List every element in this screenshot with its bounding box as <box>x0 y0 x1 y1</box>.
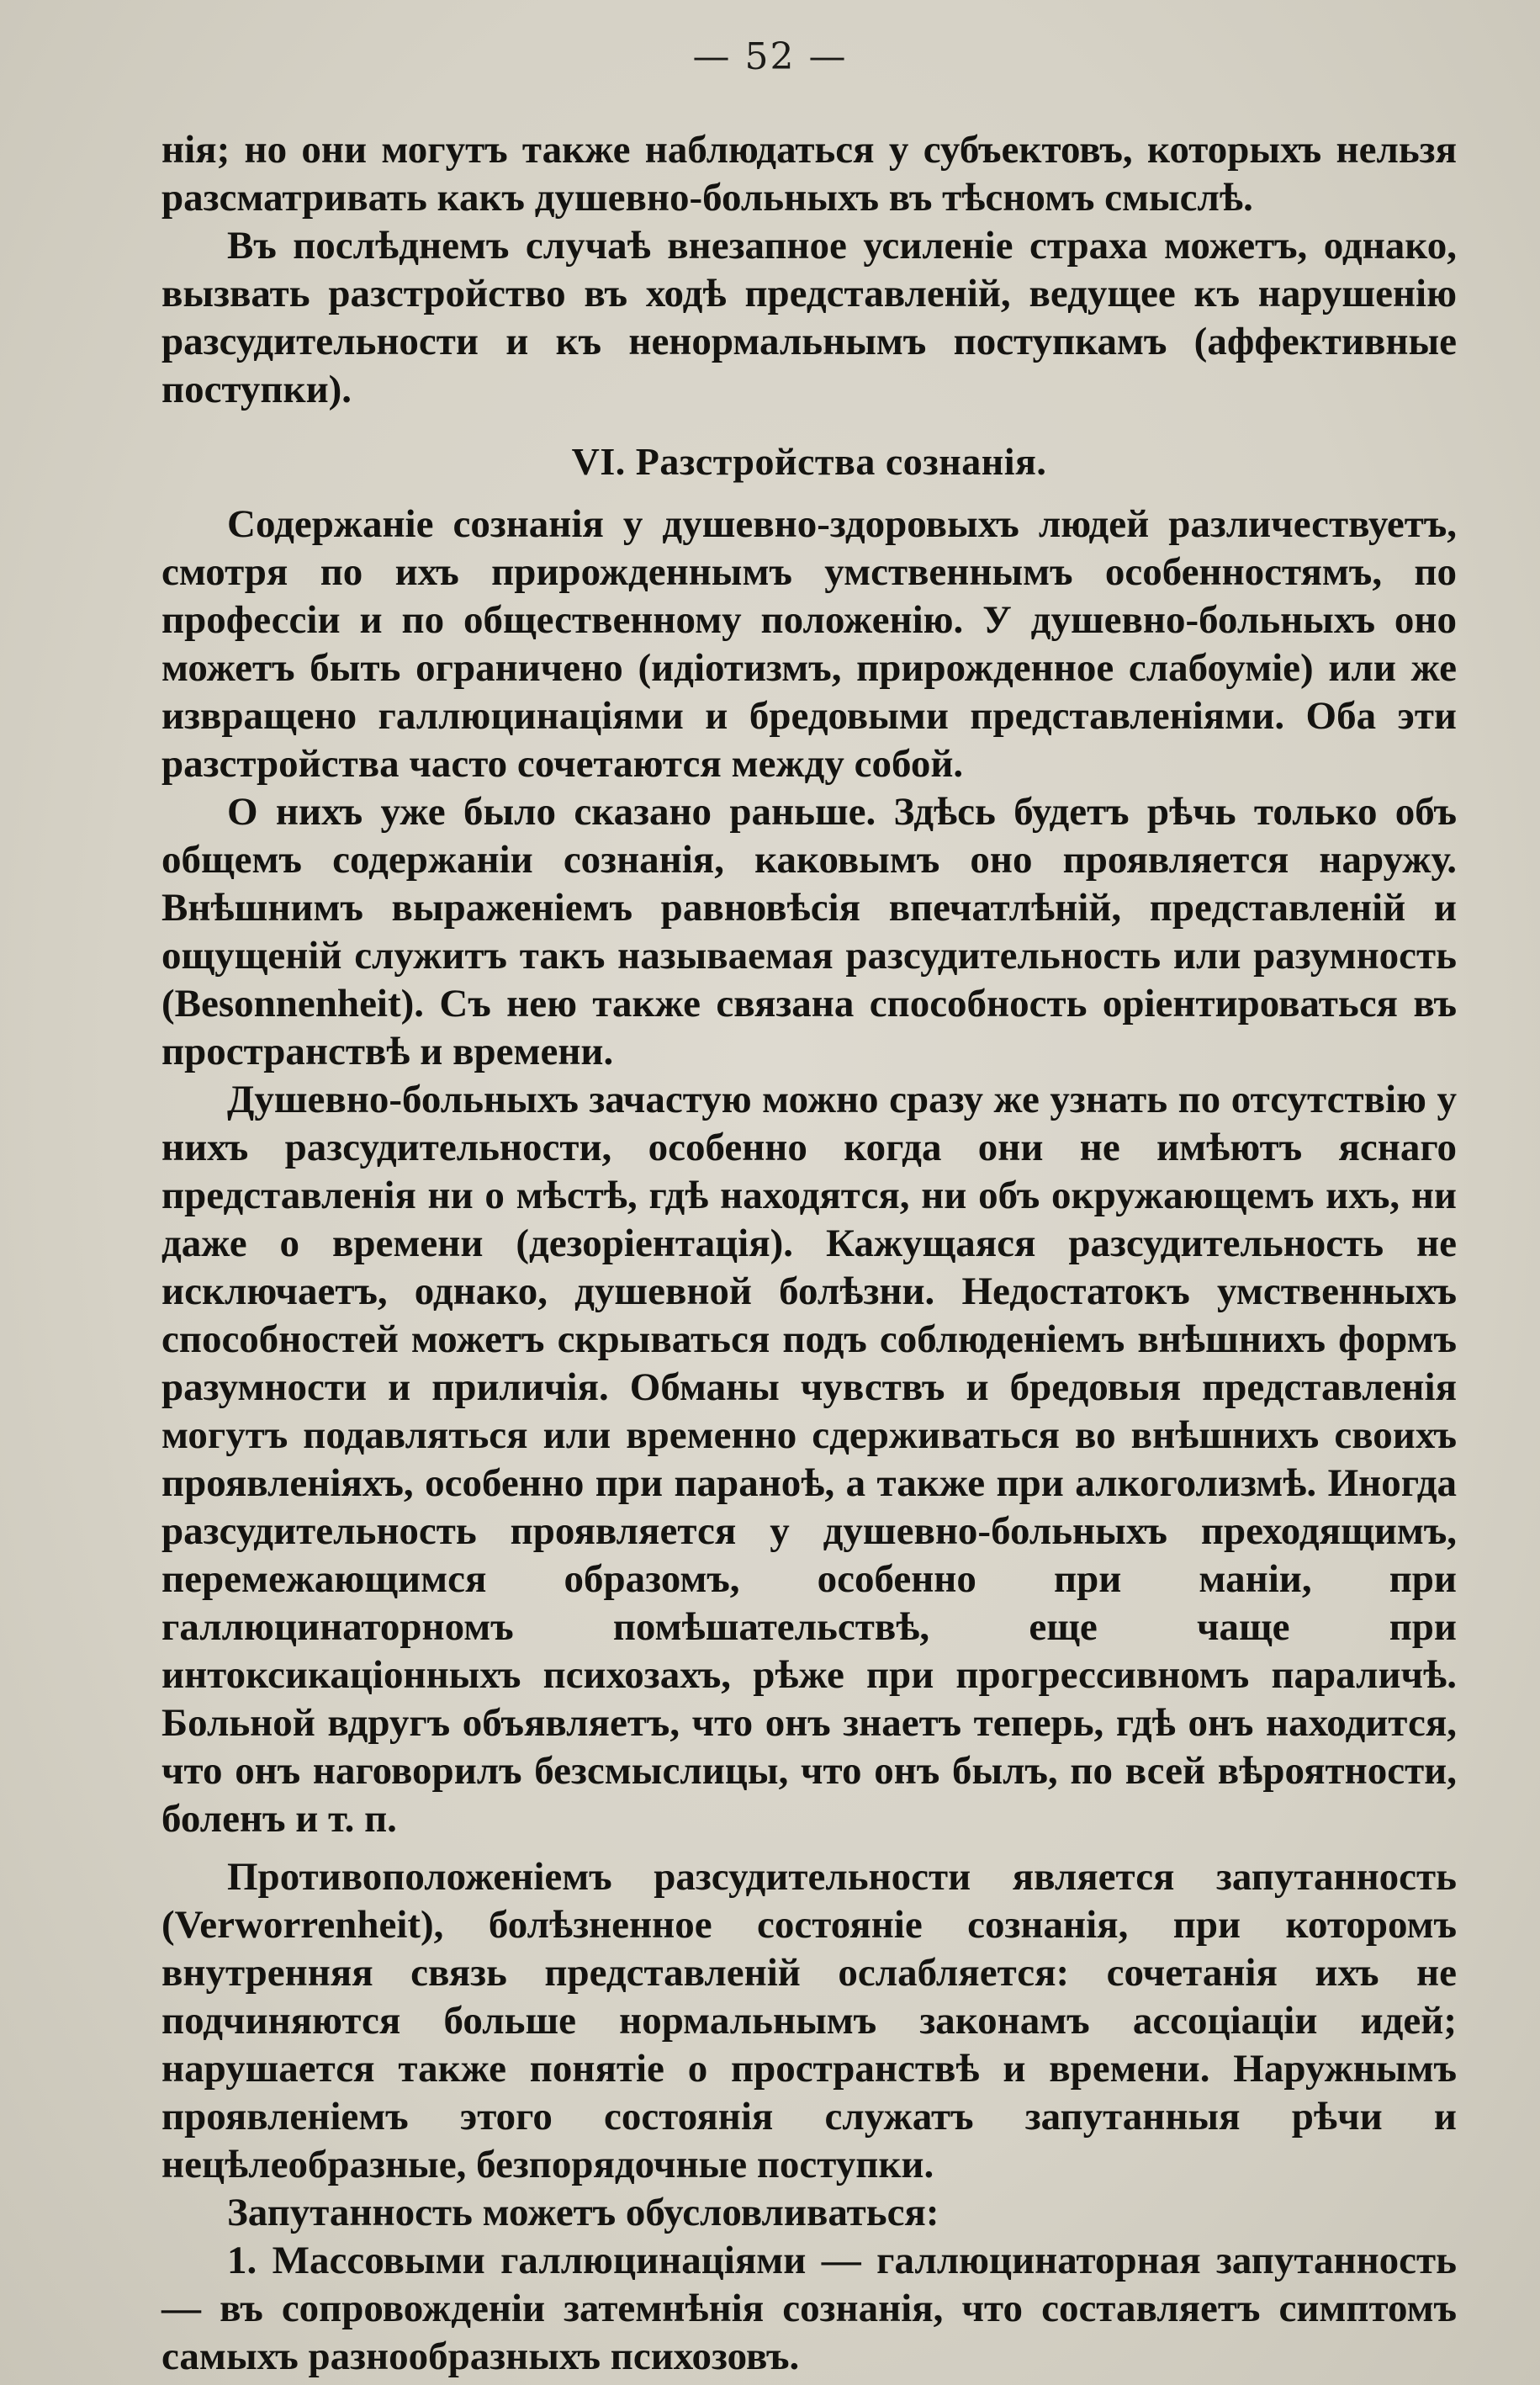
paragraph-disorientation: Душевно-больныхъ зачастую можно сразу же узнать по отсутствію у нихъ разсудительности, особенно когда они не имѣютъ яснаго представленія ни о мѣстѣ, гдѣ находятся, ни объ окружающемъ ихъ, ни даже о времени (дезоріентація). Кажущаяся разсудительность не исключаетъ, однако, душевной болѣзни. Недостатокъ умственныхъ способностей можетъ скрываться подъ соблюденіемъ внѣшнихъ формъ разумности и приличія. Обманы чувствъ и бредовыя представленія могутъ подавляться или временно сдерживаться во внѣшнихъ своихъ проявленіяхъ, особенно при паранoѣ, а также при алкоголизмѣ. Иногда разсудительность проявляется у душевно-больныхъ преходящимъ, перемежающимся образомъ, особенно при маніи, при галлюцинаторномъ помѣшательствѣ, еще чаще при интоксикаціонныхъ психозахъ, рѣже при прогрессивномъ параличѣ. Больной вдругъ объявляетъ, что онъ знаетъ теперь, гдѣ онъ находится, что онъ наговорилъ безсмыслицы, что онъ былъ, по всей вѣроятности, боленъ и т. п. <box>161 1078 1457 1841</box>
page-body <box>161 126 1457 2381</box>
paragraph-affective-actions: Въ послѣднемъ случаѣ внезапное усиленіе страха можетъ, однако, вызвать разстройство въ ходѣ представленій, ведущее къ нарушенію разсудительности и къ ненормальнымъ поступкамъ (аффективные поступки). <box>161 224 1457 411</box>
page-number: — 52 — <box>692 35 848 78</box>
paragraph-causes-intro: Запутанность можетъ обусловливаться: <box>227 2191 939 2234</box>
section-heading: VI. Разстройства сознанія. <box>571 440 1047 483</box>
paragraph-continuation: нія; но они могутъ также наблюдаться у субъектовъ, которыхъ нельзя разсматривать какъ душевно-больныхъ въ тѣсномъ смыслѣ. <box>161 128 1457 220</box>
paragraph-content-of-consciousness: Содержаніе сознанія у душевно-здоровыхъ людей различествуетъ, смотря по ихъ прирожденнымъ умственнымъ особенностямъ, по профессіи и по общественному положенію. У душевно-больныхъ оно можетъ быть ограничено (идіотизмъ, прирожденное слабоуміе) или же извращено галлюцинаціями и бредовыми представленіями. Оба эти разстройства часто сочетаются между собой. <box>161 502 1457 786</box>
paragraph-verworrenheit: Противоположеніемъ разсудительности является запутанность (Verworrenheit), болѣзненное состояніе сознанія, при которомъ внутренняя связь представленій ослабляется: сочетанія ихъ не подчиняются больше нормальнымъ законамъ ассоціаціи идей; нарушается также понятіе о пространствѣ и времени. Наружнымъ проявленіемъ этого состоянія служатъ запутанныя рѣчи и нецѣлеобразные, безпорядочные поступки. <box>161 1855 1457 2186</box>
list-item-1: 1. Массовыми галлюцинаціями — галлюцинаторная запутанность — въ сопровожденіи затемнѣнія сознанія, что составляетъ симптомъ самыхъ разнообразныхъ психозовъ. <box>161 2239 1457 2378</box>
paragraph-besonnenheit: О нихъ уже было сказано раньше. Здѣсь будетъ рѣчь только объ общемъ содержаніи сознанія, каковымъ оно проявляется наружу. Внѣшнимъ выраженіемъ равновѣсія впечатлѣній, представленій и ощущеній служитъ такъ называемая разсудительность или разумность (Besonnenheit). Съ нею также связана способность оріентироваться въ пространствѣ и времени. <box>161 790 1457 1073</box>
